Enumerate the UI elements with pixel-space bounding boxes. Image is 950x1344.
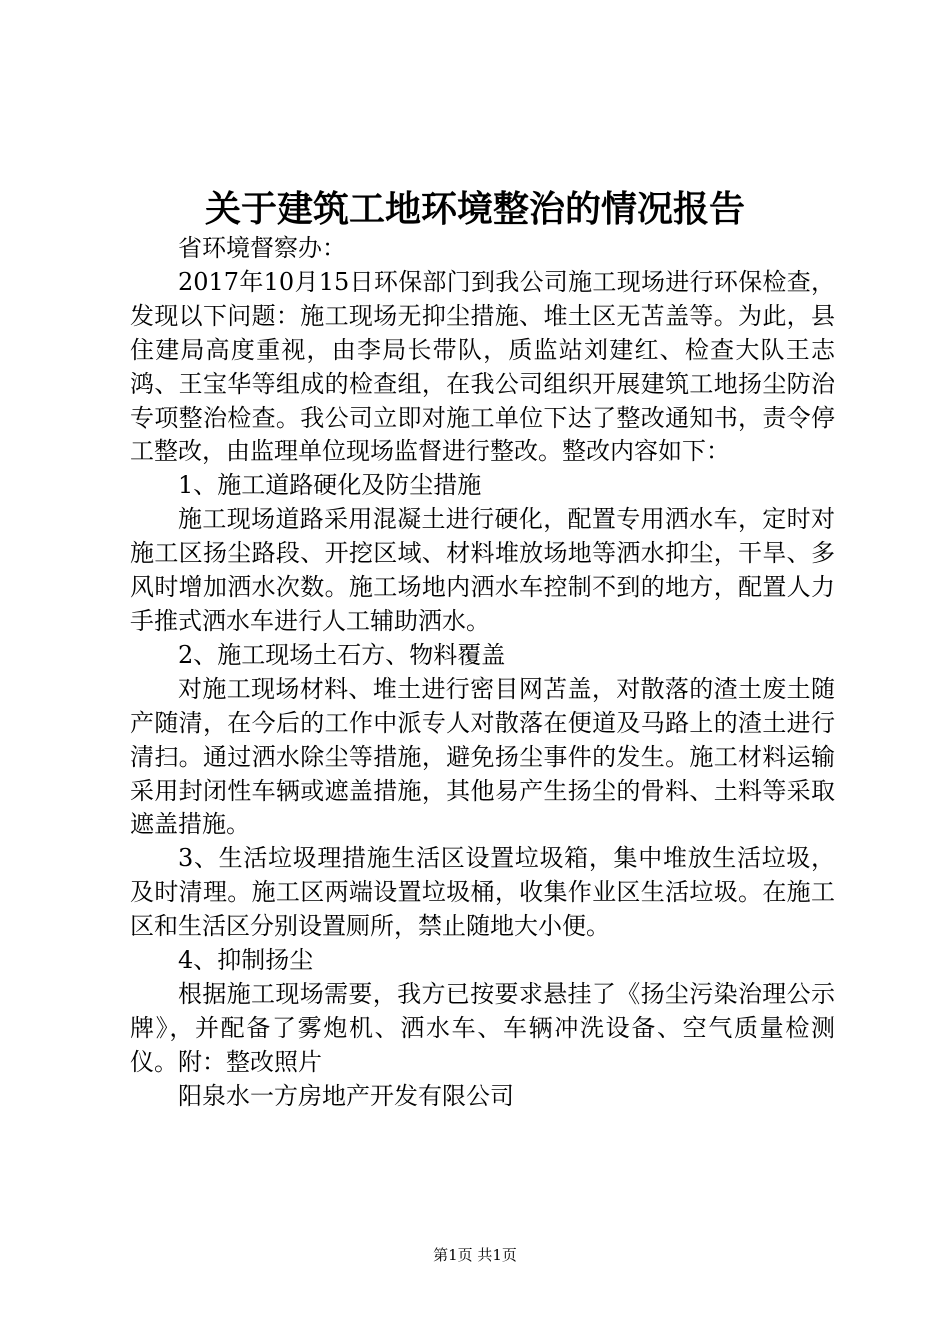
section-heading-1: 1、施工道路硬化及防尘措施 bbox=[178, 471, 482, 500]
section-paragraph-4: 根据施工现场需要，我方已按要求悬挂了《扬尘污染治理公示牌》，并配备了雾炮机、洒水车、车辆冲洗设备、空气质量检测仪。附：整改照片 bbox=[130, 979, 835, 1076]
section-paragraph-2: 对施工现场材料、堆土进行密目网苫盖，对散落的渣土废土随产随清，在今后的工作中派专人对散落在便道及马路上的渣土进行清扫。通过洒水除尘等措施，避免扬尘事件的发生。施工材料运输采用封闭性车辆或遮盖措施，其他易产生扬尘的骨料、土料等采取遮盖措施。 bbox=[130, 674, 835, 839]
section-heading-2: 2、施工现场土石方、物料覆盖 bbox=[178, 640, 506, 669]
section-heading-4: 4、抑制扬尘 bbox=[178, 946, 314, 975]
salutation: 省环境督察办： bbox=[178, 234, 346, 262]
company-signature: 阳泉水一方房地产开发有限公司 bbox=[178, 1081, 514, 1110]
section-paragraph-3: 3、生活垃圾理措施生活区设置垃圾箱，集中堆放生活垃圾，及时清理。施工区两端设置垃圾桶，收集作业区生活垃圾。在施工区和生活区分别设置厕所，禁止随地大小便。 bbox=[130, 844, 835, 941]
page-number-footer: 第1页 共1页 bbox=[433, 1246, 517, 1264]
document-title: 关于建筑工地环境整治的情况报告 bbox=[204, 188, 745, 230]
intro-paragraph: 2017年10月15日环保部门到我公司施工现场进行环保检查，发现以下问题：施工现场无抑尘措施、堆土区无苫盖等。为此，县住建局高度重视，由李局长带队，质监站刘建红、检查大队王志鸿、王宝华等组成的检查组，在我公司组织开展建筑工地扬尘防治专项整治检查。我公司立即对施工单位下达了整改通知书，责令停工整改，由监理单位现场监督进行整改。整改内容如下： bbox=[130, 267, 835, 466]
section-paragraph-1: 施工现场道路采用混凝土进行硬化，配置专用洒水车，定时对施工区扬尘路段、开挖区域、材料堆放场地等洒水抑尘，干旱、多风时增加洒水次数。施工场地内洒水车控制不到的地方，配置人力手推式洒水车进行人工辅助洒水。 bbox=[130, 505, 835, 635]
document-body bbox=[130, 232, 835, 1114]
